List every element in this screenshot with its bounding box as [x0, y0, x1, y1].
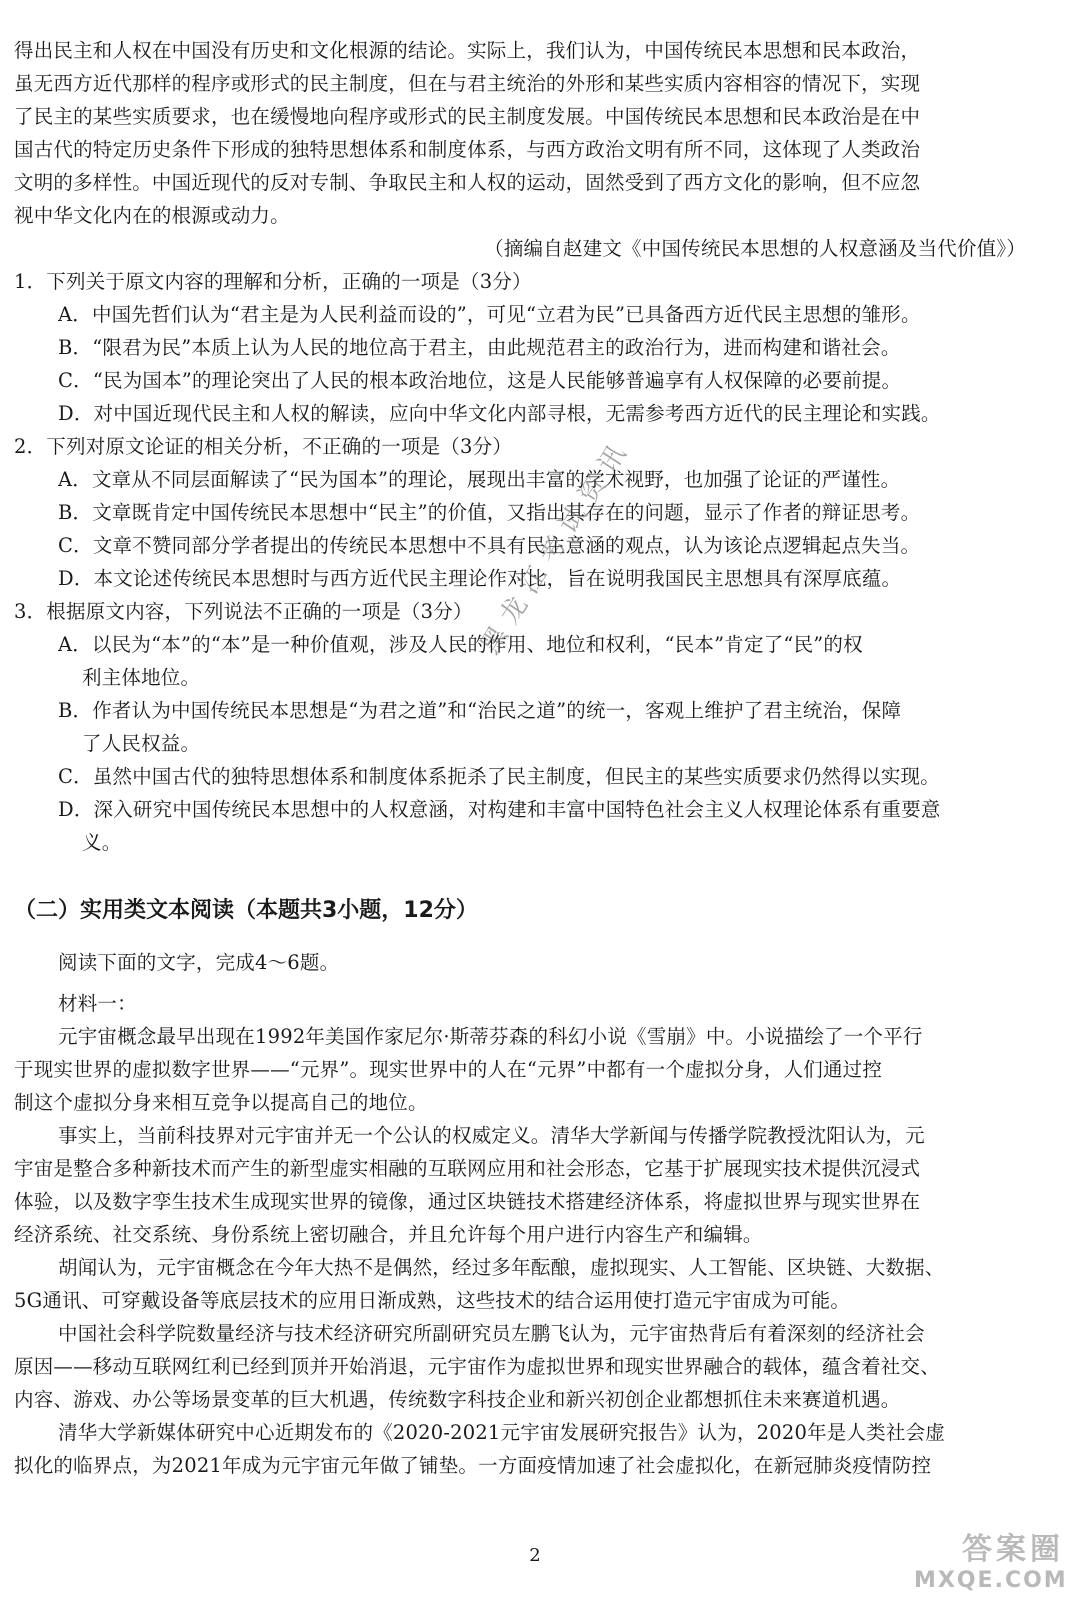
logo-text: 答案圈	[962, 1532, 1064, 1567]
question-2-option-d: D．本文论述传统民本思想时与西方近代民主理论作对比，旨在说明我国民主思想具有深厚底蕴。	[58, 567, 902, 590]
question-1-option-a: A．中国先哲们认为“君主是为人民利益而设的”，可见“立君为民”已具备西方近代民主思想的雏形。	[58, 303, 921, 326]
material-line: 拟化的临界点，为2021年成为元宇宙元年做了铺垫。一方面疫情加速了社会虚拟化，在新冠肺炎疫情防控	[14, 1454, 932, 1477]
question-1-option-d: D．对中国近现代民主和人权的解读，应向中华文化内部寻根，无需参考西方近代的民主理论和实践。	[58, 402, 941, 425]
intro-line: 文明的多样性。中国近现代的反对专制、争取民主和人权的运动，固然受到了西方文化的影响，但不应忽	[14, 171, 921, 194]
site-logo	[914, 1524, 1068, 1594]
intro-line: 国古代的特定历史条件下形成的独特思想体系和制度体系，与西方政治文明有所不同，这体现了人类政治	[14, 138, 921, 161]
intro-line: 虽无西方近代那样的程序或形式的民主制度，但在与君主统治的外形和某些实质内容相容的情况下，实现	[14, 72, 921, 95]
question-1-option-c: C．“民为国本”的理论突出了人民的根本政治地位，这是人民能够普遍享有人权保障的必要前提。	[58, 369, 902, 392]
page-number: 2	[529, 1545, 541, 1566]
material-line: 5G通讯、可穿戴设备等底层技术的应用日渐成熟，这些技术的结合运用使打造元宇宙成为可能。	[14, 1289, 851, 1312]
question-2-option-a: A．文章从不同层面解读了“民为国本”的理论，展现出丰富的学术视野，也加强了论证的严谨性。	[58, 468, 901, 491]
material-line: 内容、游戏、办公等场景变革的巨大机遇，传统数字科技企业和新兴初创企业都想抓住未来赛道机遇。	[14, 1388, 901, 1411]
material-line: 原因——移动互联网红利已经到顶并开始消退，元宇宙作为虚拟世界和现实世界融合的载体，蕴含着社交、	[14, 1355, 940, 1378]
material-line: 体验，以及数字孪生技术生成现实世界的镜像，通过区块链技术搭建经济体系，将虚拟世界与现实世界在	[14, 1190, 921, 1213]
question-2-stem: 2．下列对原文论证的相关分析，不正确的一项是（3分）	[14, 435, 513, 458]
logo-url: MXQE.COM	[914, 1568, 1068, 1593]
question-2-option-b: B．文章既肯定中国传统民本思想中“民主”的价值，又指出其存在的问题，显示了作者的辩证思考。	[58, 501, 921, 524]
question-3-option-a: A．以民为“本”的“本”是一种价值观，涉及人民的作用、地位和权利，“民本”肯定了“民”的权	[58, 633, 863, 656]
watermark-stamp: 黑龙江考试资讯	[475, 431, 638, 660]
question-3-option-d-cont: 义。	[82, 831, 122, 854]
question-1-stem: 1．下列关于原文内容的理解和分析，正确的一项是（3分）	[14, 270, 532, 293]
intro-line: 视中华文化内在的根源或动力。	[14, 204, 290, 227]
material-line: 中国社会科学院数量经济与技术经济研究所副研究员左鹏飞认为，元宇宙热背后有着深刻的经济社会	[58, 1322, 925, 1345]
question-3-option-d: D．深入研究中国传统民本思想中的人权意涵，对构建和丰富中国特色社会主义人权理论体系有重要意	[58, 798, 941, 821]
intro-line: 得出民主和人权在中国没有历史和文化根源的结论。实际上，我们认为，中国传统民本思想和民本政治，	[14, 39, 921, 62]
question-2-option-c: C．文章不赞同部分学者提出的传统民本思想中不具有民主意涵的观点，认为该论点逻辑起点失当。	[58, 534, 921, 557]
question-1-option-b: B．“限君为民”本质上认为人民的地位高于君主，由此规范君主的政治行为，进而构建和谐社会。	[58, 336, 901, 359]
material-line: 胡闻认为，元宇宙概念在今年大热不是偶然，经过多年酝酿，虚拟现实、人工智能、区块链、大数据、	[58, 1256, 945, 1279]
question-3-stem: 3．根据原文内容，下列说法不正确的一项是（3分）	[14, 600, 473, 623]
material-line: 宇宙是整合多种新技术而产生的新型虚实相融的互联网应用和社会形态，它基于扩展现实技术提供沉浸式	[14, 1157, 921, 1180]
intro-line: 了民主的某些实质要求，也在缓慢地向程序或形式的民主制度发展。中国传统民本思想和民本政治是在中	[14, 105, 921, 128]
material-line: 元宇宙概念最早出现在1992年美国作家尼尔·斯蒂芬森的科幻小说《雪崩》中。小说描绘了一个平行	[58, 1025, 923, 1048]
source-citation: （摘编自赵建文《中国传统民本思想的人权意涵及当代价值》）	[484, 237, 1026, 260]
section-heading: （二）实用类文本阅读（本题共3小题，12分）	[14, 898, 478, 923]
question-3-option-c: C．虽然中国古代的独特思想体系和制度体系扼杀了民主制度，但民主的某些实质要求仍然得以实现。	[58, 765, 940, 788]
question-3-option-b-cont: 了人民权益。	[82, 732, 201, 755]
material-line: 经济系统、社交系统、身份系统上密切融合，并且允许每个用户进行内容生产和编辑。	[14, 1223, 763, 1246]
question-3-option-b: B．作者认为中国传统民本思想是“为君之道”和“治民之道”的统一，客观上维护了君主统治，保障	[58, 699, 902, 722]
material-line: 于现实世界的虚拟数字世界——“元界”。现实世界中的人在“元界”中都有一个虚拟分身，人们通过控	[14, 1058, 883, 1081]
material-label: 材料一：	[58, 992, 137, 1015]
material-line: 制这个虚拟分身来相互竞争以提高自己的地位。	[14, 1091, 428, 1114]
question-3-option-a-cont: 利主体地位。	[82, 666, 201, 689]
material-line: 清华大学新媒体研究中心近期发布的《2020-2021元宇宙发展研究报告》认为，2020年是人类社会虚	[58, 1421, 945, 1444]
instruction: 阅读下面的文字，完成4～6题。	[58, 951, 340, 974]
material-line: 事实上，当前科技界对元宇宙并无一个公认的权威定义。清华大学新闻与传播学院教授沈阳认为，元	[58, 1124, 925, 1147]
